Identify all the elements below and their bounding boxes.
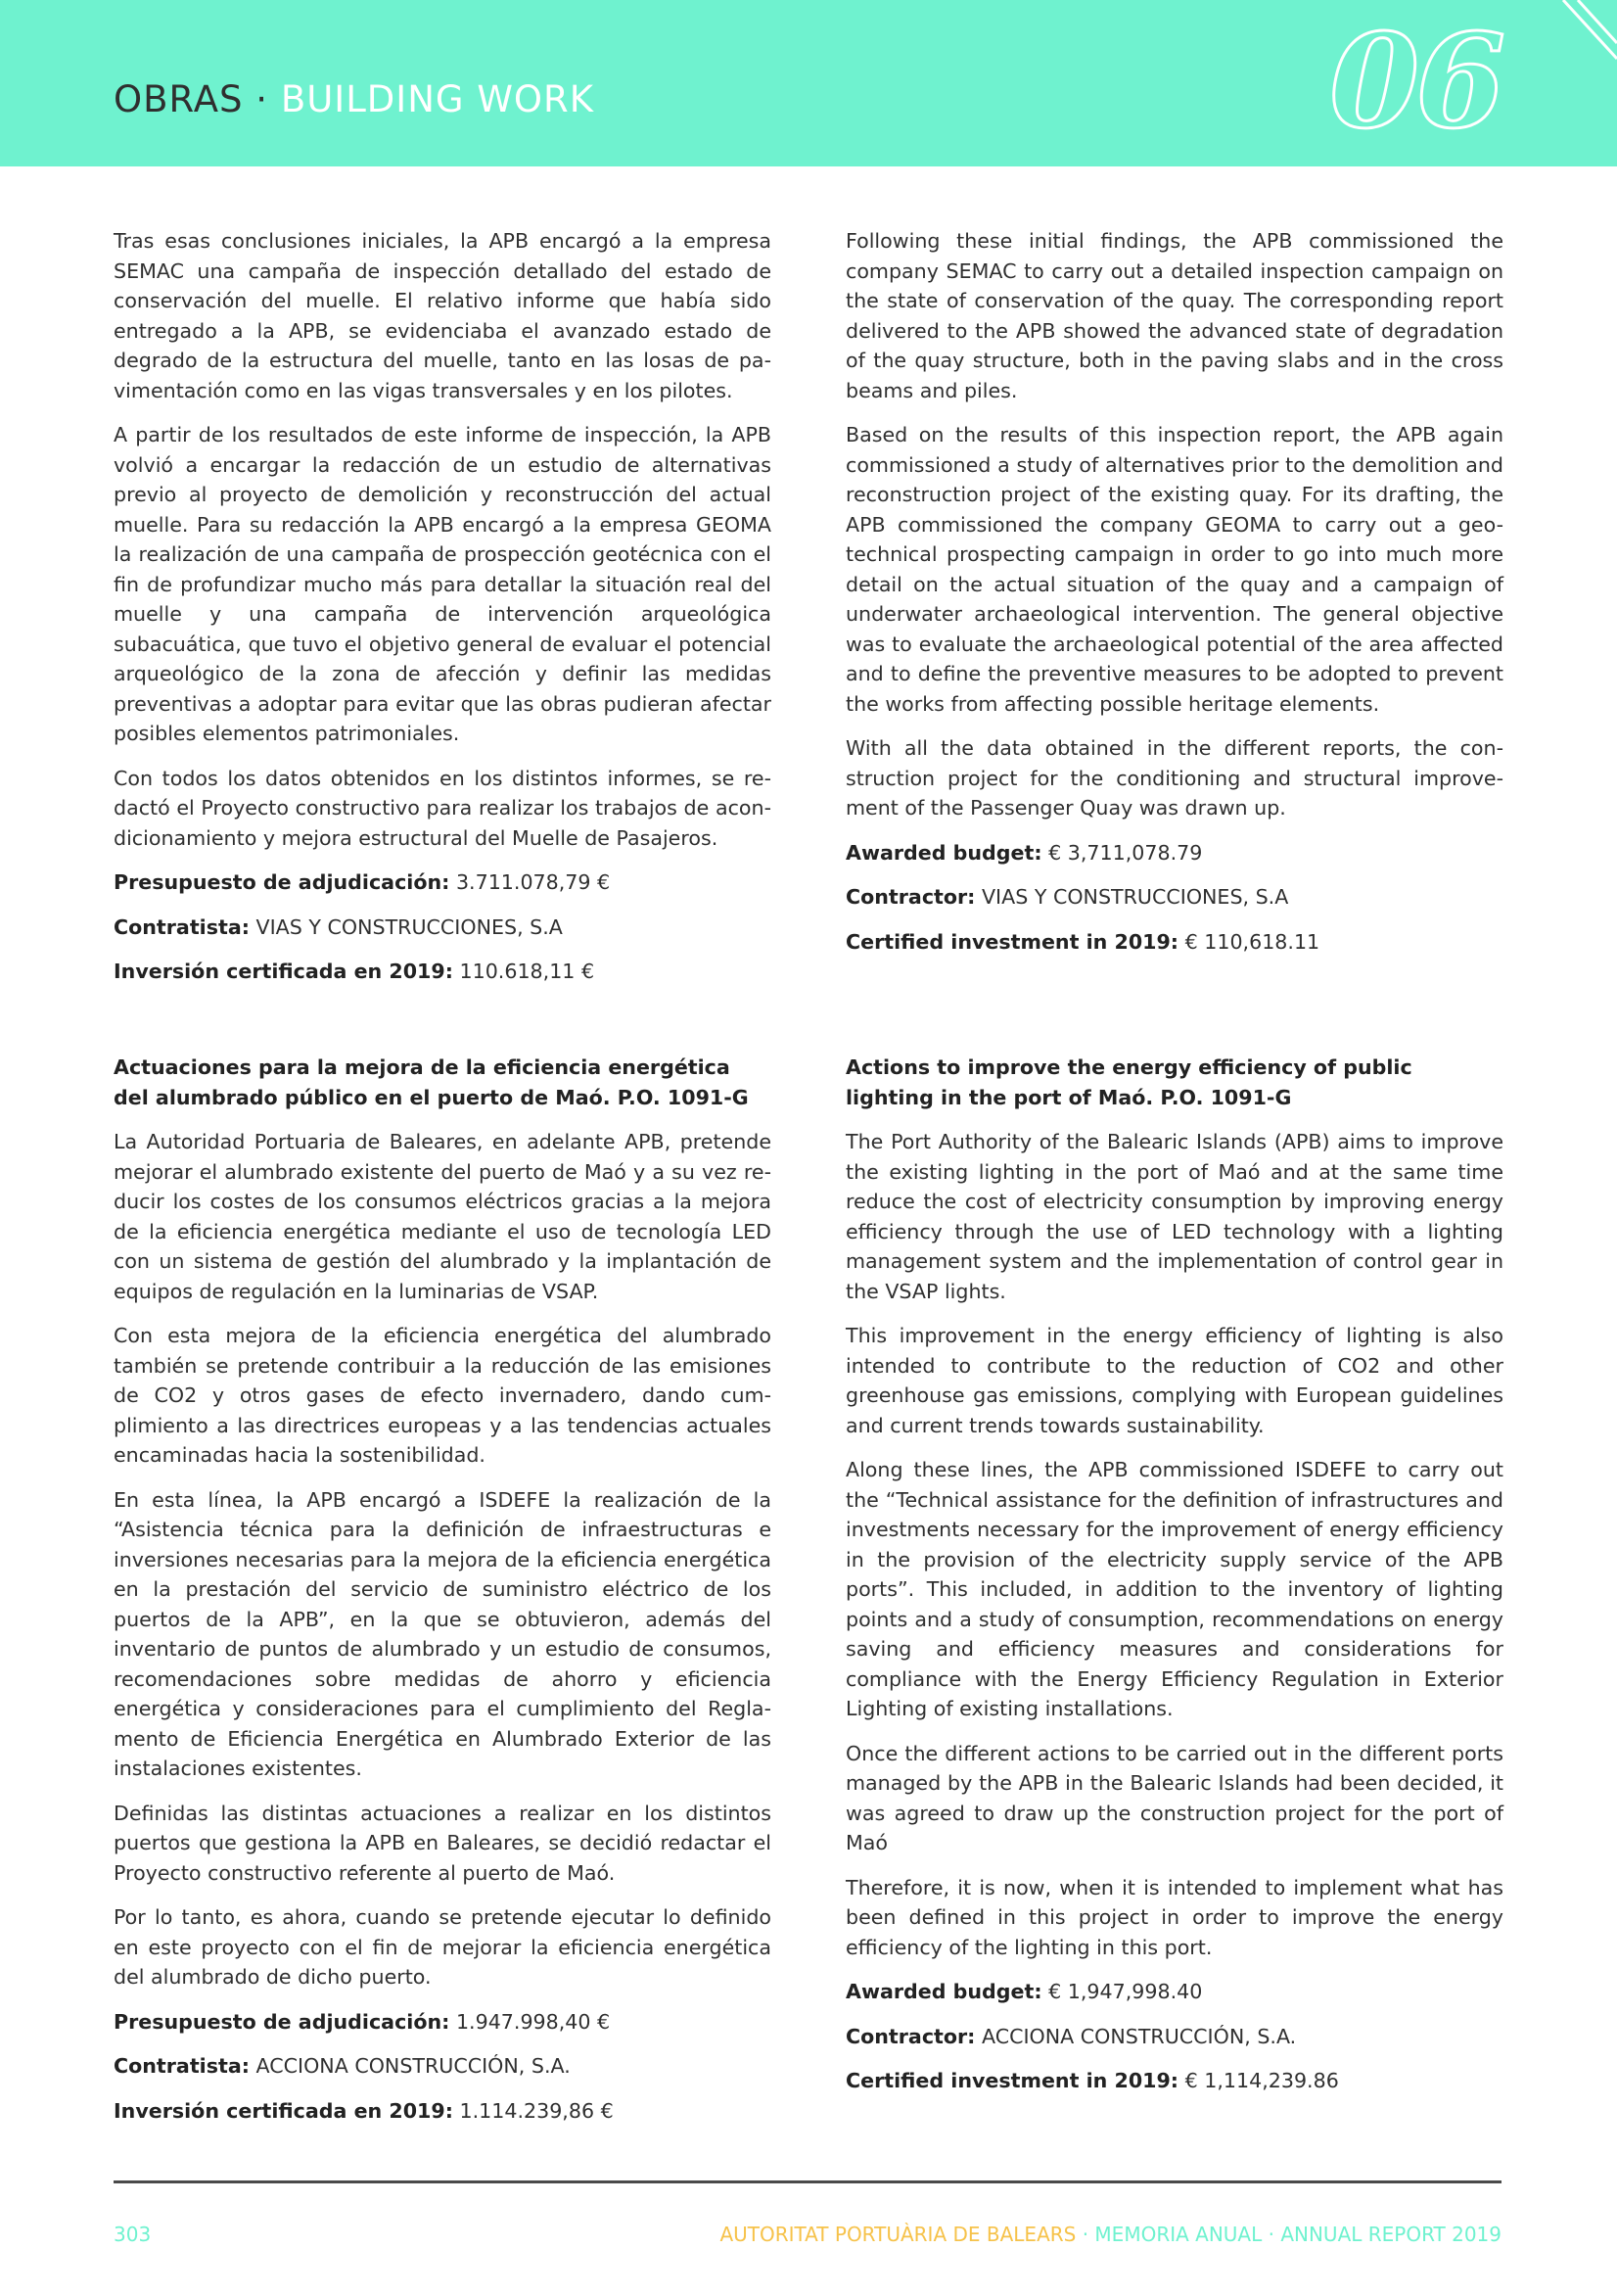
investment-line — [114, 2096, 771, 2127]
page-header — [0, 0, 1617, 166]
contractor-label: Contratista: — [114, 914, 250, 939]
paragraph: With all the data obtained in the different reports, the construction project for the conditioning and structural improvement of the Passenger Quay was drawn up. — [846, 736, 1503, 820]
budget-line — [846, 1977, 1503, 2007]
paragraph: Once the different actions to be carried out in the different ports managed by the APB in the Balearic Islands had been decided, it was agreed to draw up the construction project for the port of Maó — [846, 1741, 1503, 1854]
footer-divider — [114, 2180, 1502, 2183]
contractor-label: Contractor: — [846, 885, 976, 909]
paragraph: This improvement in the energy efficiency of lighting is also intended to contribute to the reduction of CO2 and other greenhouse gas emissions, complying with European guidelines and current trends towards sustainability. — [846, 1324, 1503, 1437]
contractor-line — [846, 882, 1503, 913]
investment-label: Certified investment in 2019: — [846, 929, 1179, 954]
paragraph: En esta línea, la APB encargó a ISDEFE la realización de la “Asistencia técnica para la definición de infraestructuras e inversiones necesarias para la mejora de la eficiencia energética en la prestación del servicio de suministro eléctrico de los puertos de la APB”, en la que se obtuvieron, además del inventario de puntos de alumbrado y un estudio de consumos, recomendaciones sobre medidas de ahorro y eficiencia energética y consideraciones para el cumplimiento del Reglamento de Eficiencia Energética en Alumbrado Exterior de las instalaciones existentes. — [114, 1487, 771, 1780]
investment-value: € 110,618.11 — [1184, 929, 1320, 954]
budget-line — [114, 867, 771, 898]
investment-value: 110.618,11 € — [459, 960, 595, 983]
section1-es-column — [114, 226, 771, 1002]
investment-value: € 1,114,239.86 — [1184, 2069, 1339, 2092]
contractor-label: Contractor: — [846, 2024, 976, 2048]
footer-separator: · — [1082, 2223, 1089, 2246]
section-title-es: OBRAS — [114, 78, 244, 120]
budget-label: Presupuesto de adjudicación: — [114, 2009, 450, 2034]
paragraph: Along these lines, the APB commissioned ISDEFE to carry out the “Technical assistance for the definition of infrastructures and investments necessary for the improvement of energy efficiency in the provision of the electricity supply service of the APB ports”. This included, in addition to the inventory of lighting points and a study of consumption, recommendations on energy saving and efficiency measures and considerations for compliance with the Energy Efficiency Regulation in Exterior Lighting of existing installations. — [846, 1458, 1503, 1720]
budget-label: Presupuesto de adjudicación: — [114, 870, 450, 894]
budget-line — [846, 838, 1503, 868]
contractor-value: ACCIONA CONSTRUCCIÓN, S.A. — [981, 2024, 1297, 2048]
investment-label: Certified investment in 2019: — [846, 2069, 1179, 2092]
section2-en-column — [846, 1053, 1503, 2111]
contractor-value: ACCIONA CONSTRUCCIÓN, S.A. — [255, 2054, 571, 2078]
contractor-value: VIAS Y CONSTRUCCIONES, S.A — [981, 885, 1289, 909]
title-separator: · — [255, 78, 269, 120]
budget-label: Awarded budget: — [846, 1980, 1042, 2003]
paragraph: The Port Authority of the Balearic Islands (APB) aims to improve the existing lighting in the port of Maó and at the same time reduce the cost of electricity consumption by improving energy efficiency through the use of LED technology with a lighting management system and the implementation of control gear in the VSAP lights. — [846, 1130, 1503, 1303]
page-number: 303 — [114, 2223, 152, 2246]
contractor-value: VIAS Y CONSTRUCCIONES, S.A — [255, 914, 563, 939]
investment-line — [846, 927, 1503, 958]
contractor-label: Contratista: — [114, 2054, 250, 2078]
paragraph: Therefore, it is now, when it is intended to implement what has been defined in this project in order to improve the energy efficiency of the lighting in this port. — [846, 1875, 1503, 1959]
paragraph: Following these initial findings, the APB commissioned the company SEMAC to carry out a detailed inspection campaign on the state of conservation of the quay. The corresponding report delivered to the APB showed the advanced state of degradation of the quay structure, both in the paving slabs and in the cross beams and piles. — [846, 229, 1503, 402]
section1-en-column — [846, 226, 1503, 971]
investment-line — [846, 2066, 1503, 2096]
paragraph: Con esta mejora de la eficiencia energética del alumbrado también se pretende contribuir a la reducción de las emisiones de CO2 y otros gases de efecto invernadero, dando cumplimiento a las directrices europeas y a las tendencias actuales encaminadas hacia la sostenibilidad. — [114, 1324, 771, 1467]
paragraph: Tras esas conclusiones iniciales, la APB encargó a la empresa SEMAC una campaña de inspección detallado del estado de conservación del muelle. El relativo informe que había sido entregado a la APB, se evidenciaba el avanzado estado de degrado de la estructura del muelle, tanto en las losas de pavimentación como en las vigas transversales y en los pilotes. — [114, 229, 771, 402]
section2-es-column — [114, 1053, 771, 2140]
budget-value: € 3,711,078.79 — [1048, 840, 1203, 865]
budget-label: Awarded budget: — [846, 840, 1042, 865]
budget-line — [114, 2007, 771, 2038]
paragraph: A partir de los resultados de este informe de inspección, la APB volvió a encargar la redacción de un estudio de alternativas previo al proyecto de demolición y reconstrucción del actual muelle. Para su redacción la APB encargó a la empresa GEOMA la realización de una campaña de prospección geotécnica con el fin de profundizar mucho más para detallar la situación real del muelle y una campaña de intervención arqueológica subacuática, que tuvo el objetivo general de evaluar el potencial arqueológico de la zona de afección y definir las medidas preventivas a adoptar para evitar que las obras pudieran afectar posibles elementos patrimoniales. — [114, 423, 771, 745]
budget-value: 1.947.998,40 € — [455, 2009, 611, 2034]
budget-value: € 1,947,998.40 — [1048, 1980, 1203, 2003]
chapter-number: 06 — [1329, 6, 1502, 158]
paragraph: La Autoridad Portuaria de Baleares, en adelante APB, pretende mejorar el alumbrado existente del puerto de Maó y a su vez reducir los costes de los consumos eléctricos gracias a la mejora de la eficiencia energética mediante el uso de tecnología LED con un sistema de gestión del alumbrado y la implantación de equipos de regulación en la luminarias de VSAP. — [114, 1130, 771, 1303]
investment-line — [114, 957, 771, 987]
paragraph: Por lo tanto, es ahora, cuando se pretende ejecutar lo definido en este proyecto con el fin de mejorar la eficiencia energética del alumbrado de dicho puerto. — [114, 1905, 771, 1989]
section-heading: Actuaciones para la mejora de la eficiencia energética del alumbrado público en el puerto de Maó. P.O. 1091-G — [114, 1055, 749, 1109]
investment-value: 1.114.239,86 € — [459, 2098, 614, 2123]
paragraph: Con todos los datos obtenidos en los distintos informes, se redactó el Proyecto constructivo para realizar los trabajos de acondicionamiento y mejora estructural del Muelle de Pasajeros. — [114, 766, 771, 850]
contractor-line — [114, 913, 771, 943]
section-title-en: BUILDING WORK — [280, 78, 594, 120]
footer-organization: AUTORITAT PORTUÀRIA DE BALEARS — [719, 2223, 1077, 2246]
paragraph: Based on the results of this inspection report, the APB again commissioned a study of alternatives prior to the demolition and reconstruction project of the existing quay. For its drafting, the APB commissioned the company GEOMA to carry out a geo-technical prospecting campaign in order to go into much more detail on the actual situation of the quay and a campaign of underwater archaeological intervention. The general objective was to evaluate the archaeological potential of the area affected and to define the preventive measures to be adopted to prevent the works from affecting possible heritage elements. — [846, 423, 1503, 716]
footer-report: MEMORIA ANUAL · ANNUAL REPORT 2019 — [1094, 2223, 1502, 2246]
section-title — [114, 78, 594, 121]
investment-label: Inversión certificada en 2019: — [114, 2098, 453, 2123]
budget-value: 3.711.078,79 € — [455, 870, 611, 894]
section-heading: Actions to improve the energy efficiency of public lighting in the port of Maó. P.O. 1091-G — [846, 1055, 1412, 1109]
contractor-line — [846, 2022, 1503, 2052]
paragraph: Definidas las distintas actuaciones a realizar en los distintos puertos que gestiona la APB en Baleares, se decidió redactar el Proyecto constructivo referente al puerto de Maó. — [114, 1801, 771, 1885]
investment-label: Inversión certificada en 2019: — [114, 960, 453, 983]
contractor-line — [114, 2051, 771, 2082]
footer-publication — [719, 2223, 1502, 2246]
